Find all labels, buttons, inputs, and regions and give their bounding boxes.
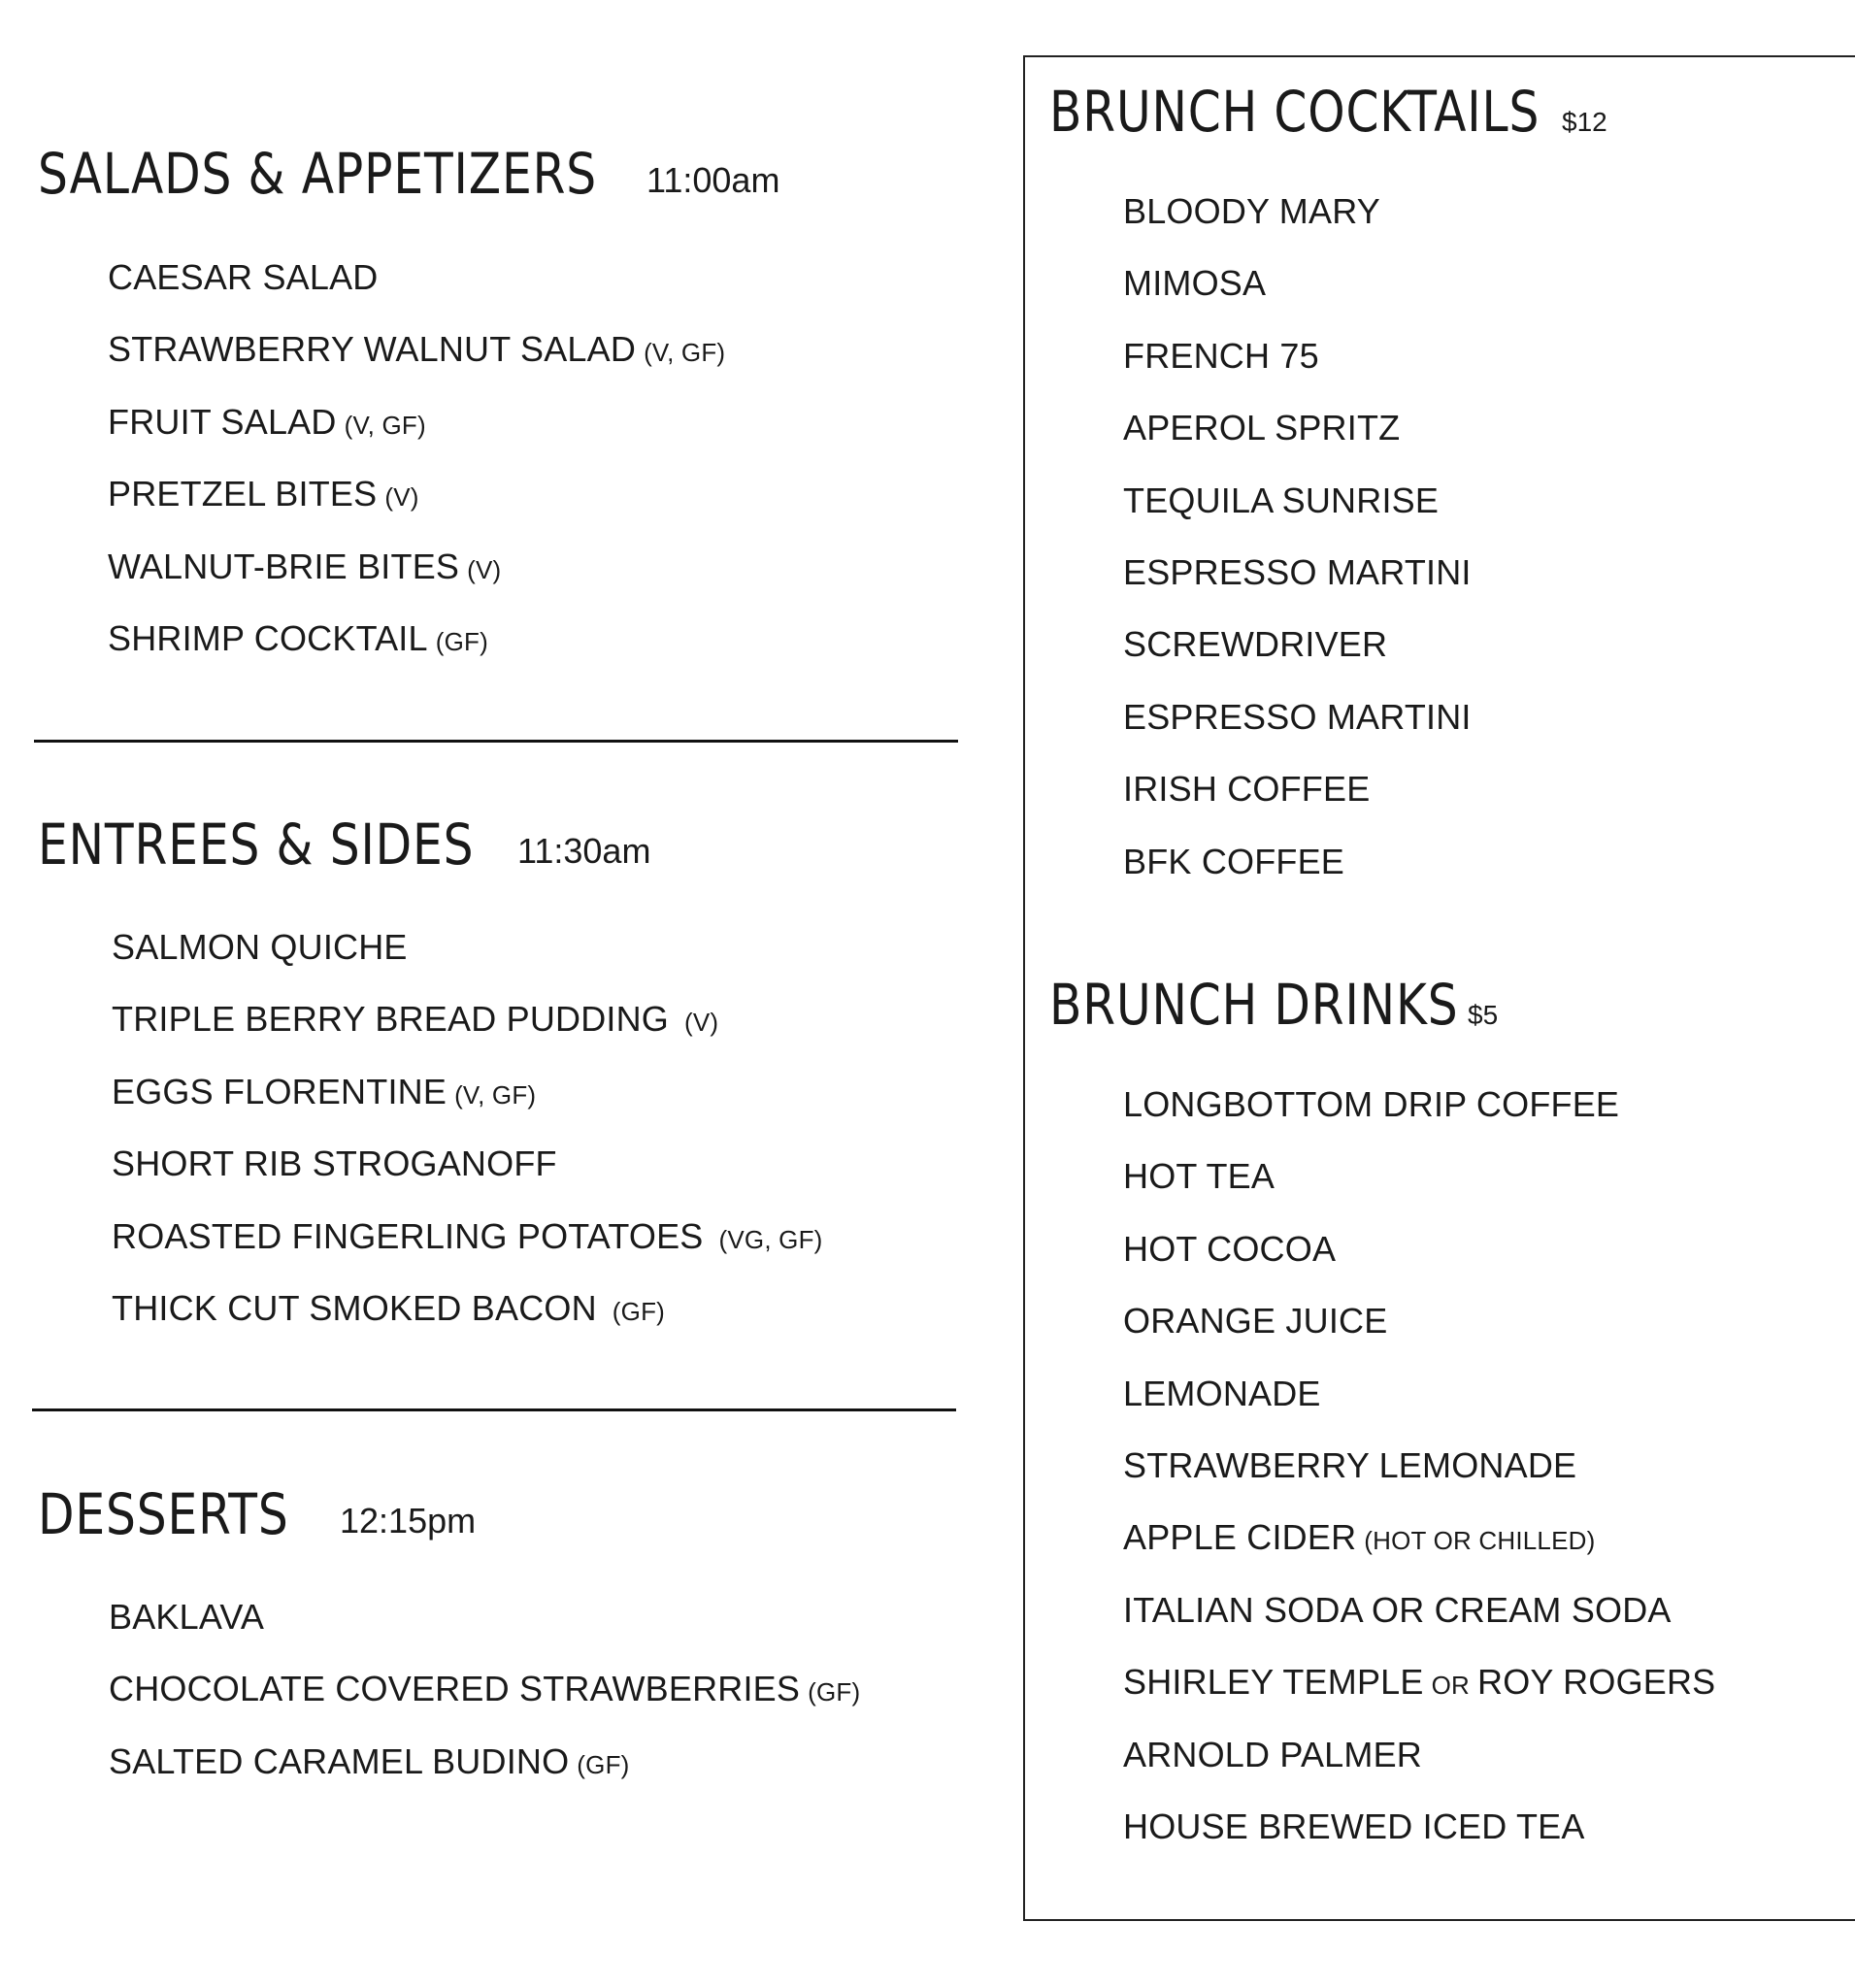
drinks-heading <box>1049 972 1537 1038</box>
item-name: STRAWBERRY LEMONADE <box>1123 1444 1577 1485</box>
item-name: HOT COCOA <box>1123 1228 1337 1269</box>
menu-item <box>1123 1285 1715 1357</box>
menu-item <box>108 314 725 385</box>
dietary-note: (GF) <box>612 1296 666 1326</box>
item-name: THICK CUT SMOKED BACON <box>112 1287 597 1328</box>
item-name: CHOCOLATE COVERED STRAWBERRIES <box>109 1669 801 1709</box>
item-name: SHIRLEY TEMPLE <box>1123 1662 1424 1703</box>
item-name-alt: ROY ROGERS <box>1477 1662 1716 1703</box>
menu-item <box>1123 1430 1715 1502</box>
menu-item <box>112 1056 823 1128</box>
section-time: 12:15pm <box>340 1501 477 1541</box>
desserts-list <box>109 1581 860 1798</box>
menu-item <box>112 911 823 983</box>
item-name: APPLE CIDER <box>1123 1517 1357 1558</box>
section-time: 11:00am <box>646 160 780 200</box>
menu-item <box>1123 1574 1715 1646</box>
entrees-list <box>112 911 823 1344</box>
menu-item: APEROL SPRITZ <box>1123 408 1401 448</box>
dietary-note: (V) <box>384 482 419 513</box>
menu-item <box>1123 1358 1715 1430</box>
drinks-list <box>1123 1069 1715 1863</box>
item-name: ROASTED FINGERLING POTATOES <box>112 1215 704 1256</box>
item-name: FRUIT SALAD <box>108 401 337 442</box>
menu-item <box>108 458 725 530</box>
dietary-note: (V, GF) <box>454 1079 537 1110</box>
menu-item <box>108 603 725 675</box>
item-note: (HOT OR CHILLED) <box>1364 1526 1596 1556</box>
item-name: SALMON QUICHE <box>112 927 408 967</box>
dietary-note: (GF) <box>435 626 488 656</box>
item-name: STRAWBERRY WALNUT SALAD <box>108 329 637 370</box>
menu-item <box>1123 1646 1715 1718</box>
menu-item <box>1123 1069 1715 1141</box>
item-name: WALNUT-BRIE BITES <box>108 546 460 586</box>
dietary-note: (GF) <box>808 1677 861 1707</box>
item-name: CAESAR SALAD <box>108 257 379 297</box>
item-name: LEMONADE <box>1123 1373 1321 1413</box>
section-title: BRUNCH COCKTAILS <box>1049 79 1540 145</box>
item-name: EGGS FLORENTINE <box>112 1071 447 1111</box>
item-name: LONGBOTTOM DRIP COFFEE <box>1123 1084 1620 1124</box>
menu-item: ESPRESSO MARTINI <box>1123 696 1472 737</box>
desserts-heading <box>38 1481 477 1547</box>
menu-item: FRENCH 75 <box>1123 335 1319 376</box>
dietary-note: (V, GF) <box>644 338 726 368</box>
dietary-note: (VG, GF) <box>718 1224 823 1254</box>
dietary-note: (V) <box>467 554 502 584</box>
menu-item <box>1123 1213 1715 1285</box>
menu-item <box>112 1273 823 1344</box>
item-name: HOUSE BREWED ICED TEA <box>1123 1806 1585 1846</box>
item-name: BAKLAVA <box>109 1597 265 1637</box>
dietary-note: (V) <box>684 1008 719 1038</box>
salads-heading <box>38 141 780 207</box>
dietary-note: (GF) <box>577 1749 630 1779</box>
menu-item: SCREWDRIVER <box>1123 624 1388 665</box>
menu-item: BLOODY MARY <box>1123 191 1380 231</box>
dietary-note: (V, GF) <box>344 410 426 440</box>
item-name: TRIPLE BERRY BREAD PUDDING <box>112 999 670 1040</box>
item-name: PRETZEL BITES <box>108 474 378 514</box>
item-name: ORANGE JUICE <box>1123 1301 1388 1342</box>
section-divider <box>34 740 958 743</box>
cocktails-list <box>1123 176 1472 898</box>
section-divider <box>32 1408 956 1411</box>
item-name: SALTED CARAMEL BUDINO <box>109 1740 570 1781</box>
salads-list <box>108 242 725 675</box>
menu-item <box>108 386 725 458</box>
menu-item: TEQUILA SUNRISE <box>1123 480 1440 520</box>
menu-item <box>112 1201 823 1273</box>
item-note: OR <box>1431 1671 1470 1701</box>
menu-item <box>112 1128 823 1200</box>
section-time: 11:30am <box>517 831 651 871</box>
menu-item <box>109 1581 860 1653</box>
section-title: ENTREES & SIDES <box>38 812 475 878</box>
menu-item <box>1123 1791 1715 1863</box>
item-name: ITALIAN SODA OR CREAM SODA <box>1123 1589 1672 1630</box>
section-price: $12 <box>1562 107 1607 137</box>
item-name: SHRIMP COCKTAIL <box>108 617 428 658</box>
menu-item: BFK COFFEE <box>1123 841 1345 881</box>
menu-item: ESPRESSO MARTINI <box>1123 551 1472 592</box>
item-name: SHORT RIB STROGANOFF <box>112 1143 557 1184</box>
section-title: DESSERTS <box>38 1481 289 1547</box>
menu-item <box>109 1726 860 1798</box>
menu-item: MIMOSA <box>1123 263 1267 304</box>
menu-item <box>1123 1719 1715 1791</box>
menu-item <box>108 242 725 314</box>
menu-item: IRISH COFFEE <box>1123 769 1371 810</box>
entrees-heading <box>38 812 651 878</box>
item-name: HOT TEA <box>1123 1156 1275 1197</box>
menu-item <box>109 1653 860 1725</box>
menu-item <box>108 531 725 603</box>
menu-item <box>112 983 823 1055</box>
section-title: BRUNCH DRINKS <box>1049 972 1459 1038</box>
menu-item <box>1123 1502 1715 1574</box>
item-name: ARNOLD PALMER <box>1123 1734 1423 1774</box>
section-price: $5 <box>1468 1000 1499 1030</box>
cocktails-heading <box>1049 79 1634 145</box>
menu-item <box>1123 1141 1715 1212</box>
section-title: SALADS & APPETIZERS <box>38 141 598 207</box>
